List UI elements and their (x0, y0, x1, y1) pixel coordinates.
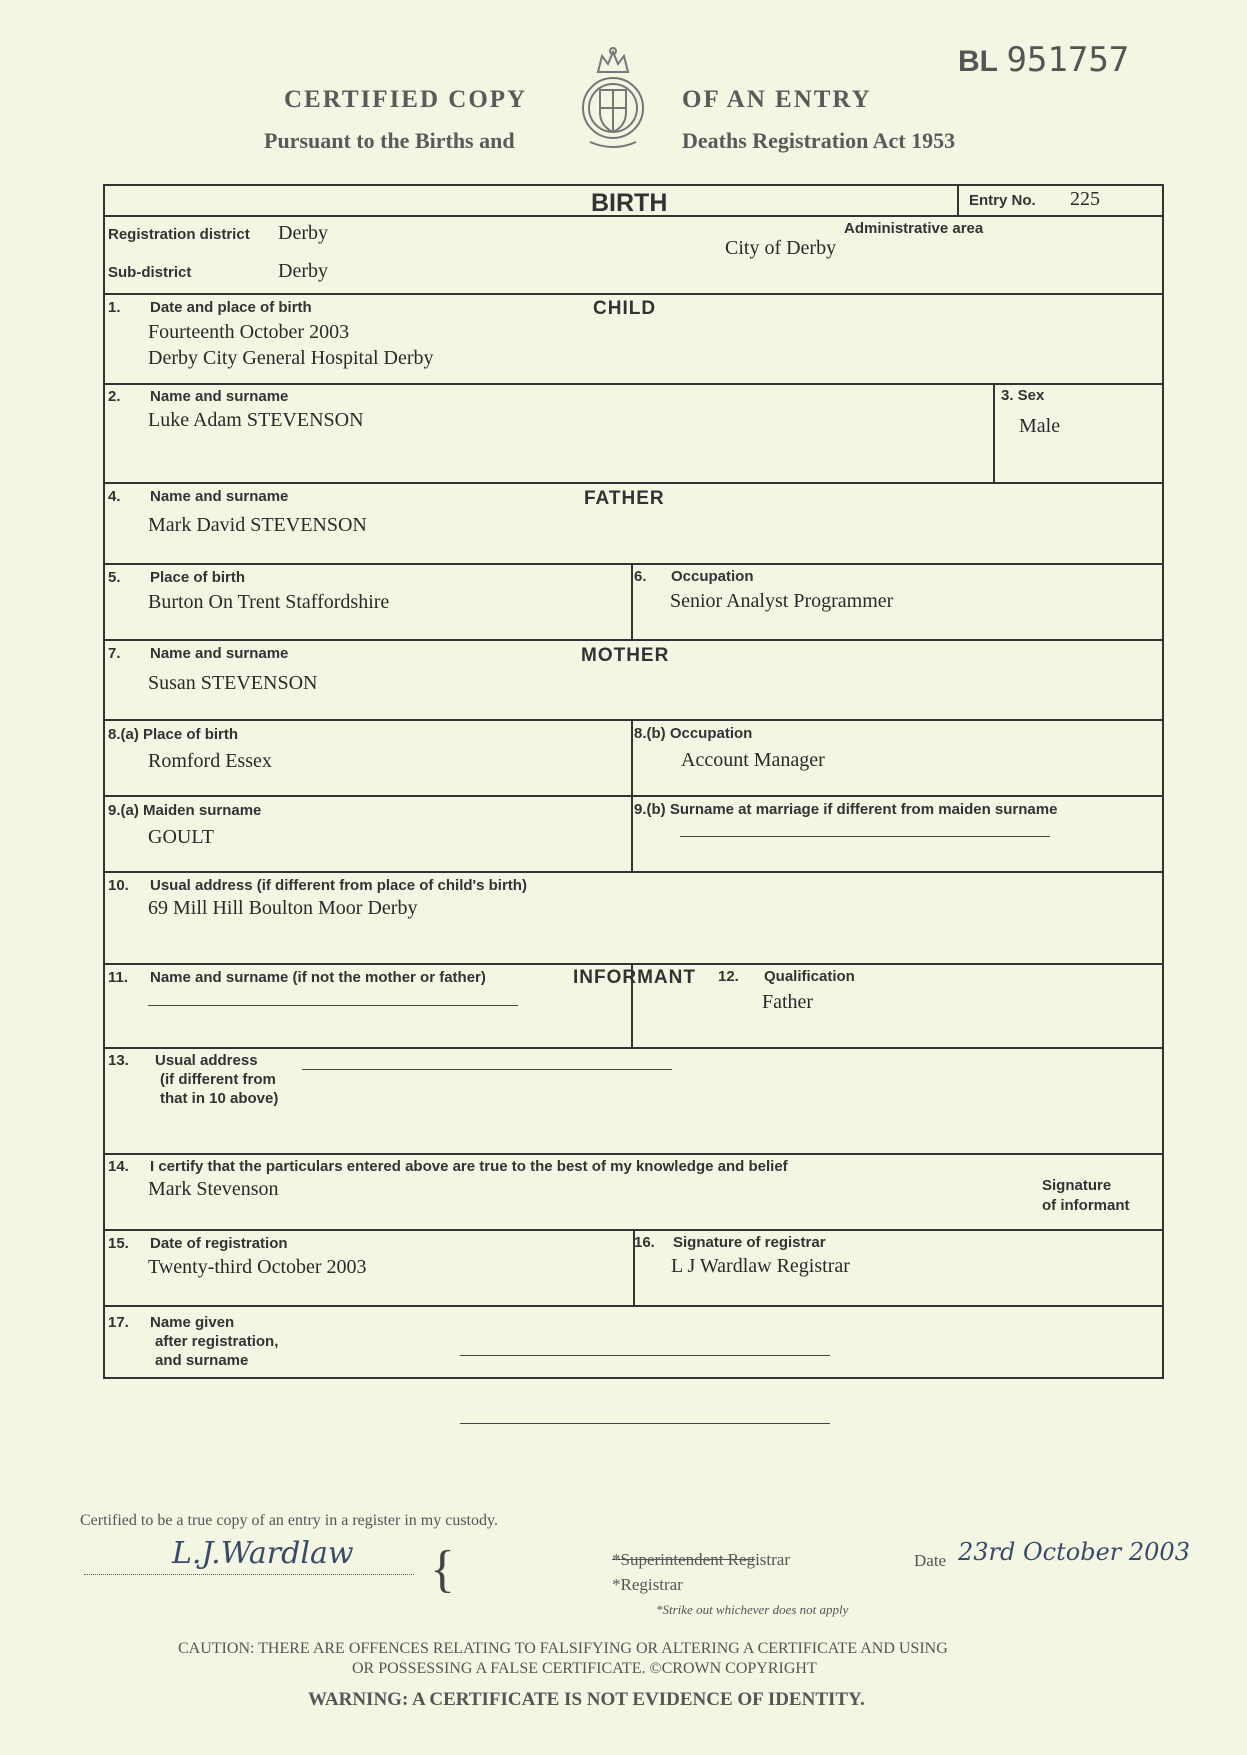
caution-line-2: OR POSSESSING A FALSE CERTIFICATE. ©CROWN COPYRIGHT (352, 1660, 817, 1677)
field-12-number: 12. (718, 968, 739, 985)
field-11-label: Name and surname (if not the mother or father) (150, 969, 486, 986)
field-9b-label: 9.(b) Surname at marriage if different from maiden surname (634, 801, 1058, 818)
certificate-serial (958, 40, 1129, 80)
serial-prefix: BL (958, 45, 998, 78)
blank-line (460, 1423, 830, 1424)
header-right-line1: OF AN ENTRY (682, 86, 872, 113)
divider (103, 719, 1164, 721)
field-17-number: 17. (108, 1314, 129, 1331)
field-8b-value: Account Manager (681, 749, 825, 771)
sub-district-label: Sub-district (108, 264, 192, 281)
header-left-line2: Pursuant to the Births and (264, 128, 515, 153)
field-13-label-line2: (if different from (160, 1071, 276, 1088)
field-2-label: Name and surname (150, 388, 289, 405)
caution-line-1: CAUTION: THERE ARE OFFENCES RELATING TO FALSIFYING OR ALTERING A CERTIFICATE AND USING (178, 1640, 948, 1657)
strike-out-note: *Strike out whichever does not apply (656, 1602, 849, 1617)
field-1-value-place: Derby City General Hospital Derby (148, 347, 434, 369)
field-6-label: Occupation (671, 568, 754, 585)
field-9a-value: GOULT (148, 826, 214, 848)
divider (103, 482, 1164, 484)
field-14-value: Mark Stevenson (148, 1178, 279, 1200)
field-11-blank-line (148, 1005, 518, 1006)
field-5-label: Place of birth (150, 569, 246, 586)
divider (103, 795, 1164, 797)
field-1-value-date: Fourteenth October 2003 (148, 321, 350, 343)
field-10-number: 10. (108, 877, 129, 894)
field-8a-value: Romford Essex (148, 750, 272, 772)
field-15-value: Twenty-third October 2003 (148, 1256, 367, 1278)
divider (103, 383, 1164, 385)
date-value: 23rd October 2003 (958, 1538, 1190, 1566)
divider (103, 563, 1164, 565)
divider (103, 871, 1164, 873)
field-7-value: Susan STEVENSON (148, 672, 318, 694)
field-16-number: 16. (634, 1234, 655, 1251)
sub-district-value: Derby (278, 260, 328, 282)
divider (631, 719, 633, 872)
certifying-signature: L.J.Wardlaw (172, 1536, 354, 1571)
father-heading: FATHER (584, 488, 665, 509)
field-17-blank-line (460, 1355, 830, 1356)
field-12-label: Qualification (764, 968, 855, 985)
divider (103, 1047, 1164, 1049)
field-3-label: 3. Sex (1001, 387, 1045, 404)
field-5-value: Burton On Trent Staffordshire (148, 591, 390, 613)
divider (103, 963, 1164, 965)
field-6-value: Senior Analyst Programmer (670, 590, 894, 612)
divider (993, 383, 995, 483)
registration-district-value: Derby (278, 222, 328, 244)
field-12-value: Father (762, 991, 814, 1013)
signature-of-informant-label-line2: of informant (1042, 1197, 1130, 1214)
field-17-label-line3: and surname (155, 1352, 249, 1369)
date-label: Date (914, 1551, 947, 1570)
child-heading: CHILD (593, 298, 657, 319)
serial-number: 951757 (1006, 40, 1130, 80)
field-10-value: 69 Mill Hill Boulton Moor Derby (148, 897, 418, 919)
field-9b-blank-line (680, 836, 1050, 837)
field-4-number: 4. (108, 488, 121, 505)
role-text: istrar (755, 1550, 790, 1569)
field-1-number: 1. (108, 299, 121, 316)
mother-heading: MOTHER (581, 645, 670, 666)
form-title: BIRTH (591, 189, 668, 217)
field-4-label: Name and surname (150, 488, 289, 505)
field-14-number: 14. (108, 1158, 129, 1175)
identity-warning: WARNING: A CERTIFICATE IS NOT EVIDENCE OF IDENTITY. (308, 1689, 865, 1710)
role-superintendent-registrar (612, 1550, 790, 1570)
field-5-number: 5. (108, 569, 121, 586)
signature-of-informant-label-line1: Signature (1042, 1177, 1112, 1194)
informant-heading: INFORMANT (573, 967, 696, 988)
header-left-line1: CERTIFIED COPY (284, 86, 528, 113)
field-14-label: I certify that the particulars entered above are true to the best of my knowledge and belief (150, 1158, 788, 1175)
field-7-label: Name and surname (150, 645, 289, 662)
registration-district-label: Registration district (108, 226, 250, 243)
field-13-label-line3: that in 10 above) (160, 1090, 279, 1107)
field-13-label-line1: Usual address (155, 1052, 258, 1069)
field-3-value: Male (1019, 415, 1061, 437)
divider (631, 563, 633, 640)
field-4-value: Mark David STEVENSON (148, 514, 367, 536)
field-8b-label: 8.(b) Occupation (634, 725, 753, 742)
field-16-label: Signature of registrar (673, 1234, 826, 1251)
signature-brace: { (430, 1541, 455, 1598)
field-10-label: Usual address (if different from place of child's birth) (150, 877, 527, 894)
field-17-label-line1: Name given (150, 1314, 235, 1331)
signature-dotted-line (84, 1574, 414, 1575)
entry-no-label: Entry No. (969, 192, 1036, 209)
divider (103, 639, 1164, 641)
role-registrar: *Registrar (612, 1575, 683, 1594)
field-17-label-line2: after registration, (155, 1333, 279, 1350)
entry-no-value: 225 (1070, 188, 1100, 210)
field-2-value: Luke Adam STEVENSON (148, 409, 364, 431)
field-2-number: 2. (108, 388, 121, 405)
field-9a-label: 9.(a) Maiden surname (108, 802, 262, 819)
royal-crest-icon (576, 46, 650, 154)
header-right-line2: Deaths Registration Act 1953 (682, 128, 956, 153)
field-15-number: 15. (108, 1235, 129, 1252)
divider (957, 184, 959, 216)
field-15-label: Date of registration (150, 1235, 288, 1252)
struck-text: *Superintendent Reg (612, 1550, 756, 1569)
field-16-value: L J Wardlaw Registrar (671, 1255, 850, 1277)
field-6-number: 6. (634, 568, 647, 585)
admin-area-label: Administrative area (844, 220, 984, 237)
divider (103, 293, 1164, 295)
field-13-number: 13. (108, 1052, 129, 1069)
certified-statement: Certified to be a true copy of an entry in a register in my custody. (80, 1512, 498, 1529)
admin-area-value: City of Derby (725, 237, 837, 259)
field-11-number: 11. (108, 969, 129, 986)
field-13-blank-line (302, 1069, 672, 1070)
field-7-number: 7. (108, 645, 121, 662)
field-1-label: Date and place of birth (150, 299, 312, 316)
field-8a-label: 8.(a) Place of birth (108, 726, 239, 743)
divider (103, 1153, 1164, 1155)
